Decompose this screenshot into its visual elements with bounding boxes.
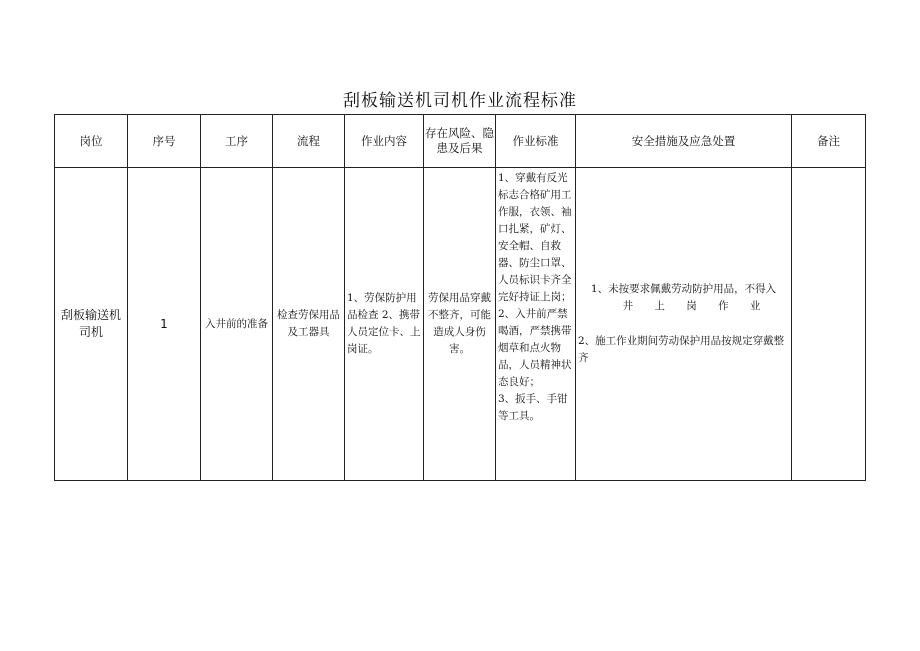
safety-item: 井 上 岗 作 业 <box>622 300 761 312</box>
col-header-flow: 流程 <box>273 115 345 168</box>
col-header-remark: 备注 <box>792 115 866 168</box>
cell-safety <box>576 168 792 481</box>
table-row <box>55 168 866 481</box>
header-row <box>55 115 866 168</box>
cell-post: 刮板输送机司机 <box>55 168 128 481</box>
process-table <box>54 114 866 481</box>
col-header-risk: 存在风险、隐患及后果 <box>424 115 496 168</box>
standard-item: 3、扳手、手钳等工具。 <box>498 393 568 422</box>
cell-no: 1 <box>128 168 201 481</box>
cell-remark <box>792 168 866 481</box>
col-header-process: 工序 <box>201 115 273 168</box>
cell-standard <box>496 168 576 481</box>
cell-process: 入井前的准备 <box>201 168 273 481</box>
col-header-safety: 安全措施及应急处置 <box>576 115 792 168</box>
col-header-no: 序号 <box>128 115 201 168</box>
cell-risk: 劳保用品穿戴不整齐，可能造成人身伤害。 <box>424 168 496 481</box>
standard-item: 2、入井前严禁喝酒，严禁携带烟草和点火物品，人员精神状态良好； <box>498 308 572 388</box>
cell-content: 1、劳保防护用品检查 2、携带人员定位卡、上岗证。 <box>345 168 424 481</box>
col-header-post: 岗位 <box>55 115 128 168</box>
safety-item: 1、未按要求佩戴劳动防护用品，不得入 <box>590 283 777 295</box>
safety-item: 2、施工作业期间劳动保护用品按规定穿戴整齐 <box>578 335 785 364</box>
col-header-standard: 作业标准 <box>496 115 576 168</box>
standard-item: 1、穿戴有反光标志合格矿用工作服，衣领、袖口扎紧，矿灯、安全帽、自救器、防尘口罩、人员标识卡齐全完好持证上岗； <box>498 172 572 303</box>
cell-flow: 检查劳保用品及工器具 <box>273 168 345 481</box>
page-title: 刮板输送机司机作业流程标准 <box>343 91 577 111</box>
col-header-content: 作业内容 <box>345 115 424 168</box>
